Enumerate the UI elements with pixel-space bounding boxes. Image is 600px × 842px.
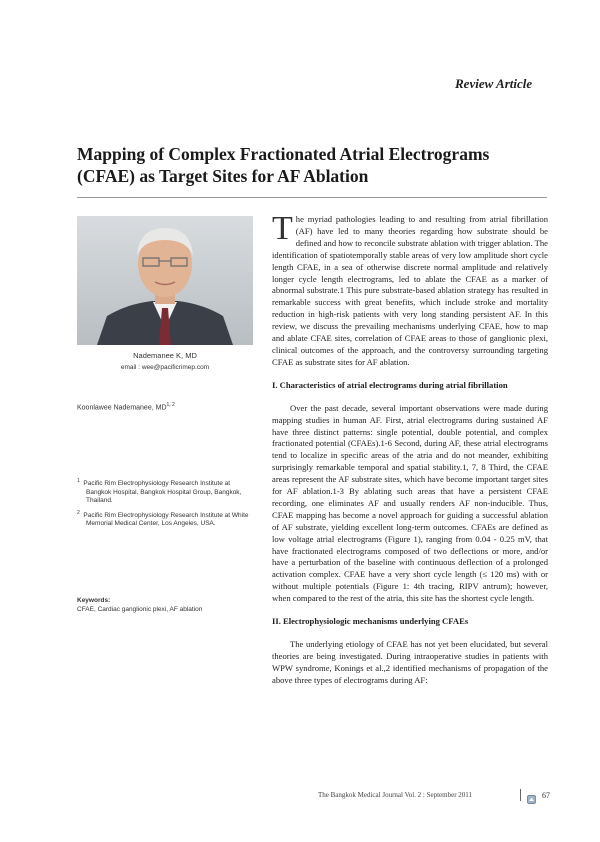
section-2-paragraph: The underlying etiology of CFAE has not yet been elucidated, but several theories are being investigated. During intraoperative studies in patients with WPW syndrome, Konings et al.,2 identified mechanisms of propagation of the above three types of electrograms during AF: bbox=[272, 639, 548, 685]
drop-cap: T bbox=[272, 210, 293, 247]
author-name: Nademanee K, MD bbox=[133, 351, 197, 360]
keywords-text: CFAE, Cardiac ganglionic plexi, AF ablation bbox=[77, 606, 203, 613]
page-number: 67 bbox=[542, 791, 550, 800]
author-portrait-image bbox=[77, 216, 253, 345]
article-body bbox=[272, 210, 548, 687]
journal-footer: The Bangkok Medical Journal Vol. 2 : September 2011 bbox=[318, 791, 473, 799]
byline-superscript: 1, 2 bbox=[166, 402, 175, 408]
section-label: Review Article bbox=[455, 76, 533, 91]
affiliation-text: Pacific Rim Electrophysiology Research Institute at White Memorial Medical Center, Los Angeles, USA. bbox=[83, 511, 249, 528]
footer-divider bbox=[520, 789, 521, 801]
keywords-label: Keywords: bbox=[77, 597, 111, 604]
author-email: email : wee@pacificrimep.com bbox=[120, 364, 210, 371]
section-2-heading: II. Electrophysiologic mechanisms underlying CFAEs bbox=[272, 616, 469, 627]
byline-name: Koonlawee Nademanee, MD bbox=[77, 404, 167, 412]
intro-text: he myriad pathologies leading to and resulting from atrial fibrillation (AF) have led to many theories regarding how substrate should be defined and how to reconcile substrate ablation with trigger ablation. The identification of spatiotemporally stable areas of very low amplitude short cycle length CFAE, in a sea of otherwise discrete normal amplitude and relatively longer cycle length electrograms, led to ablate the CFAE as a marker of abnormal substrate.1 This pure substrate-based ablation strategy has resulted in remarkable success with great benefits, which include stroke and mortality reduction in high-risk patients with very long standing persistent AF. In this review, we discuss the prevailing mechanisms underlying CFAE, how to map and ablate CFAE sites, correlation of CFAE areas to those of ganglionic plexi, clinical outcomes of the approach, and the controversy surrounding targeting CFAE as substrate sites for AF ablation. bbox=[272, 214, 548, 367]
section-1-heading: I. Characteristics of atrial electrograms during atrial fibrillation bbox=[272, 379, 508, 390]
section-1-paragraph: Over the past decade, several important observations were made during mapping studies in human AF. First, atrial electrograms during sustained AF have three distinct patterns: single potential, double potential, and complex fractionated potential (CFAEs).1-6 Second, during AF, these atrial electrograms tend to localize in specific areas of the atria and do not meander, exhibiting surprisingly remarkable temporal and spatial stability.1, 7, 8 Third, the CFAE areas represent the AF substrate sites, which have become important target sites for AF ablation.1-3 By ablating such areas that have a persistent CFAE recording, one eliminates AF and usually renders AF non-inducible. Thus, CFAE mapping has become a novel approach for guiding a successful ablation of AF substrate, yielding excellent long-term outcomes. CFAEs are defined as low voltage atrial electrograms (Figure 1), ranging from 0.04 - 0.25 mV, that have fractionated electrograms composed of two deflections or more, and/or have a perturbation of the baseline with continuous deflection of a prolonged activation complex. CFAE have a very short cycle length (≤ 120 ms) with or without multiple potentials (Figure 1: 4th tracing, RIPV antrum); however, when compared to the rest of the atria, this site has the shortest cycle length. bbox=[272, 402, 548, 604]
author-photo bbox=[77, 216, 253, 345]
affiliation-2 bbox=[77, 509, 257, 529]
affiliation-number: 1 bbox=[77, 478, 80, 484]
affiliation-number: 2 bbox=[77, 509, 80, 516]
article-title: Mapping of Complex Fractionated Atrial Electrograms (CFAE) as Target Sites for AF Ablation bbox=[77, 144, 490, 186]
title-divider bbox=[77, 197, 547, 198]
affiliation-text: Pacific Rim Electrophysiology Research Institute at Bangkok Hospital, Bangkok Hospital Group, Bangkok, Thailand. bbox=[83, 480, 242, 505]
author-byline bbox=[77, 401, 175, 413]
journal-logo-icon bbox=[527, 791, 536, 800]
intro-paragraph bbox=[272, 210, 548, 369]
affiliation-1 bbox=[77, 477, 257, 506]
affiliations bbox=[77, 477, 257, 532]
